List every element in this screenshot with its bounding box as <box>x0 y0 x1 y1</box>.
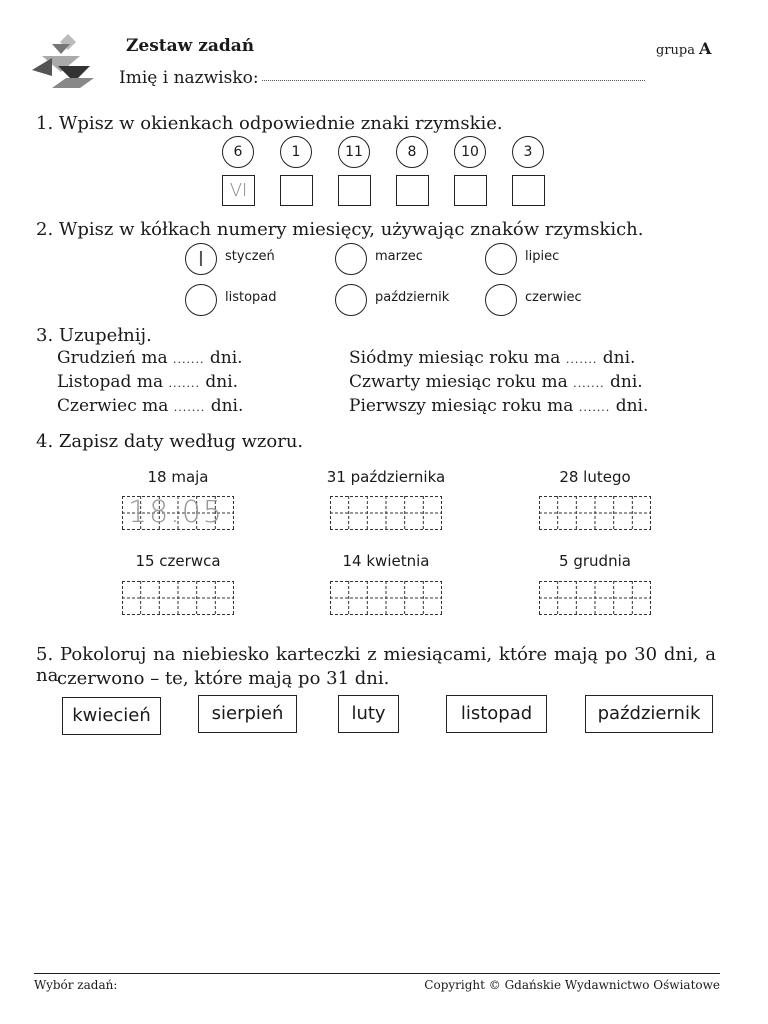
month-label: marzec <box>375 249 423 264</box>
date-writing-grid[interactable] <box>539 581 651 615</box>
blank-dots[interactable]: ....... <box>168 377 200 390</box>
task5-instruction-line1: 5. Pokoloruj na niebiesko karteczki z miesiącami, które mają po 30 dni, a na <box>36 644 716 686</box>
number-circle: 11 <box>338 136 370 168</box>
date-writing-grid[interactable] <box>539 496 651 530</box>
date-label: 28 lutego <box>559 468 631 486</box>
month-card[interactable]: luty <box>338 695 399 733</box>
fill-in-line <box>349 348 635 368</box>
fill-in-suffix: dni. <box>205 372 239 392</box>
roman-answer-box[interactable] <box>454 175 487 206</box>
month-label: lipiec <box>525 249 560 264</box>
number-circle: 6 <box>222 136 254 168</box>
date-label: 18 maja <box>147 468 209 486</box>
fill-in-suffix: dni. <box>610 372 643 392</box>
fill-in-line <box>57 348 243 368</box>
blank-dots[interactable]: ....... <box>565 353 598 366</box>
fill-in-text: Czerwiec ma <box>57 396 169 416</box>
fill-in-line <box>57 372 238 392</box>
month-label: czerwiec <box>525 290 582 305</box>
date-label: 15 czerwca <box>135 552 221 570</box>
number-circle: 3 <box>512 136 544 168</box>
worksheet-title: Zestaw zadań <box>126 36 255 56</box>
fill-in-text: Grudzień ma <box>57 348 168 368</box>
publisher-logo <box>30 32 96 92</box>
blank-dots[interactable]: ....... <box>173 401 206 414</box>
footer-author: Wybór zadań: <box>34 978 118 992</box>
fill-in-line <box>57 396 243 416</box>
month-number-circle[interactable] <box>185 284 217 316</box>
month-number-circle[interactable] <box>335 284 367 316</box>
month-label: styczeń <box>225 249 275 264</box>
task3-instruction: 3. Uzupełnij. <box>36 325 152 346</box>
fill-in-suffix: dni. <box>615 396 649 416</box>
date-label: 14 kwietnia <box>342 552 430 570</box>
blank-dots[interactable]: ....... <box>173 353 205 366</box>
date-writing-grid[interactable] <box>330 496 442 530</box>
fill-in-text: Siódmy miesiąc roku ma <box>349 348 561 368</box>
month-number-circle[interactable] <box>485 243 517 275</box>
month-label: listopad <box>225 290 277 305</box>
blank-dots[interactable]: ....... <box>573 377 605 390</box>
group-value: A <box>698 39 712 58</box>
month-card[interactable]: kwiecień <box>62 697 161 735</box>
date-writing-grid[interactable] <box>122 496 234 530</box>
fill-in-suffix: dni. <box>602 348 636 368</box>
fill-in-text: Czwarty miesiąc roku ma <box>349 372 568 392</box>
fill-in-line <box>349 372 643 392</box>
sample-date: 18.05 <box>128 495 224 530</box>
number-circle: 10 <box>454 136 486 168</box>
fill-in-line <box>349 396 648 416</box>
date-label: 5 grudnia <box>559 552 631 570</box>
month-card[interactable]: sierpień <box>198 695 297 733</box>
roman-answer-box[interactable]: VI <box>222 175 255 206</box>
task2-instruction: 2. Wpisz w kółkach numery miesięcy, używając znaków rzymskich. <box>36 219 644 240</box>
month-number-circle[interactable]: I <box>185 243 217 275</box>
date-writing-grid[interactable] <box>330 581 442 615</box>
group-indicator <box>656 39 711 58</box>
number-circle: 8 <box>396 136 428 168</box>
fill-in-suffix: dni. <box>210 396 244 416</box>
blank-dots[interactable]: ....... <box>578 401 611 414</box>
fill-in-text: Listopad ma <box>57 372 164 392</box>
date-writing-grid[interactable] <box>122 581 234 615</box>
roman-answer-box[interactable] <box>396 175 429 206</box>
month-number-circle[interactable] <box>485 284 517 316</box>
name-field-line[interactable] <box>262 80 645 81</box>
date-label: 31 października <box>326 468 446 486</box>
roman-answer-box[interactable] <box>338 175 371 206</box>
footer-copyright: Copyright © Gdańskie Wydawnictwo Oświatowe <box>424 978 720 992</box>
month-card[interactable]: listopad <box>446 695 547 733</box>
name-label: Imię i nazwisko: <box>119 68 259 88</box>
month-card[interactable]: październik <box>585 695 713 733</box>
month-number-circle[interactable] <box>335 243 367 275</box>
roman-answer-box[interactable] <box>280 175 313 206</box>
task4-instruction: 4. Zapisz daty według wzoru. <box>36 431 304 452</box>
month-label: październik <box>375 290 450 305</box>
roman-answer-box[interactable] <box>512 175 545 206</box>
number-circle: 1 <box>280 136 312 168</box>
fill-in-text: Pierwszy miesiąc roku ma <box>349 396 574 416</box>
task5-instruction-line2: czerwono – te, które mają po 31 dni. <box>57 668 390 689</box>
fill-in-suffix: dni. <box>209 348 243 368</box>
task1-instruction: 1. Wpisz w okienkach odpowiednie znaki rzymskie. <box>36 113 503 134</box>
group-label: grupa <box>656 43 695 58</box>
footer-divider <box>34 973 720 974</box>
